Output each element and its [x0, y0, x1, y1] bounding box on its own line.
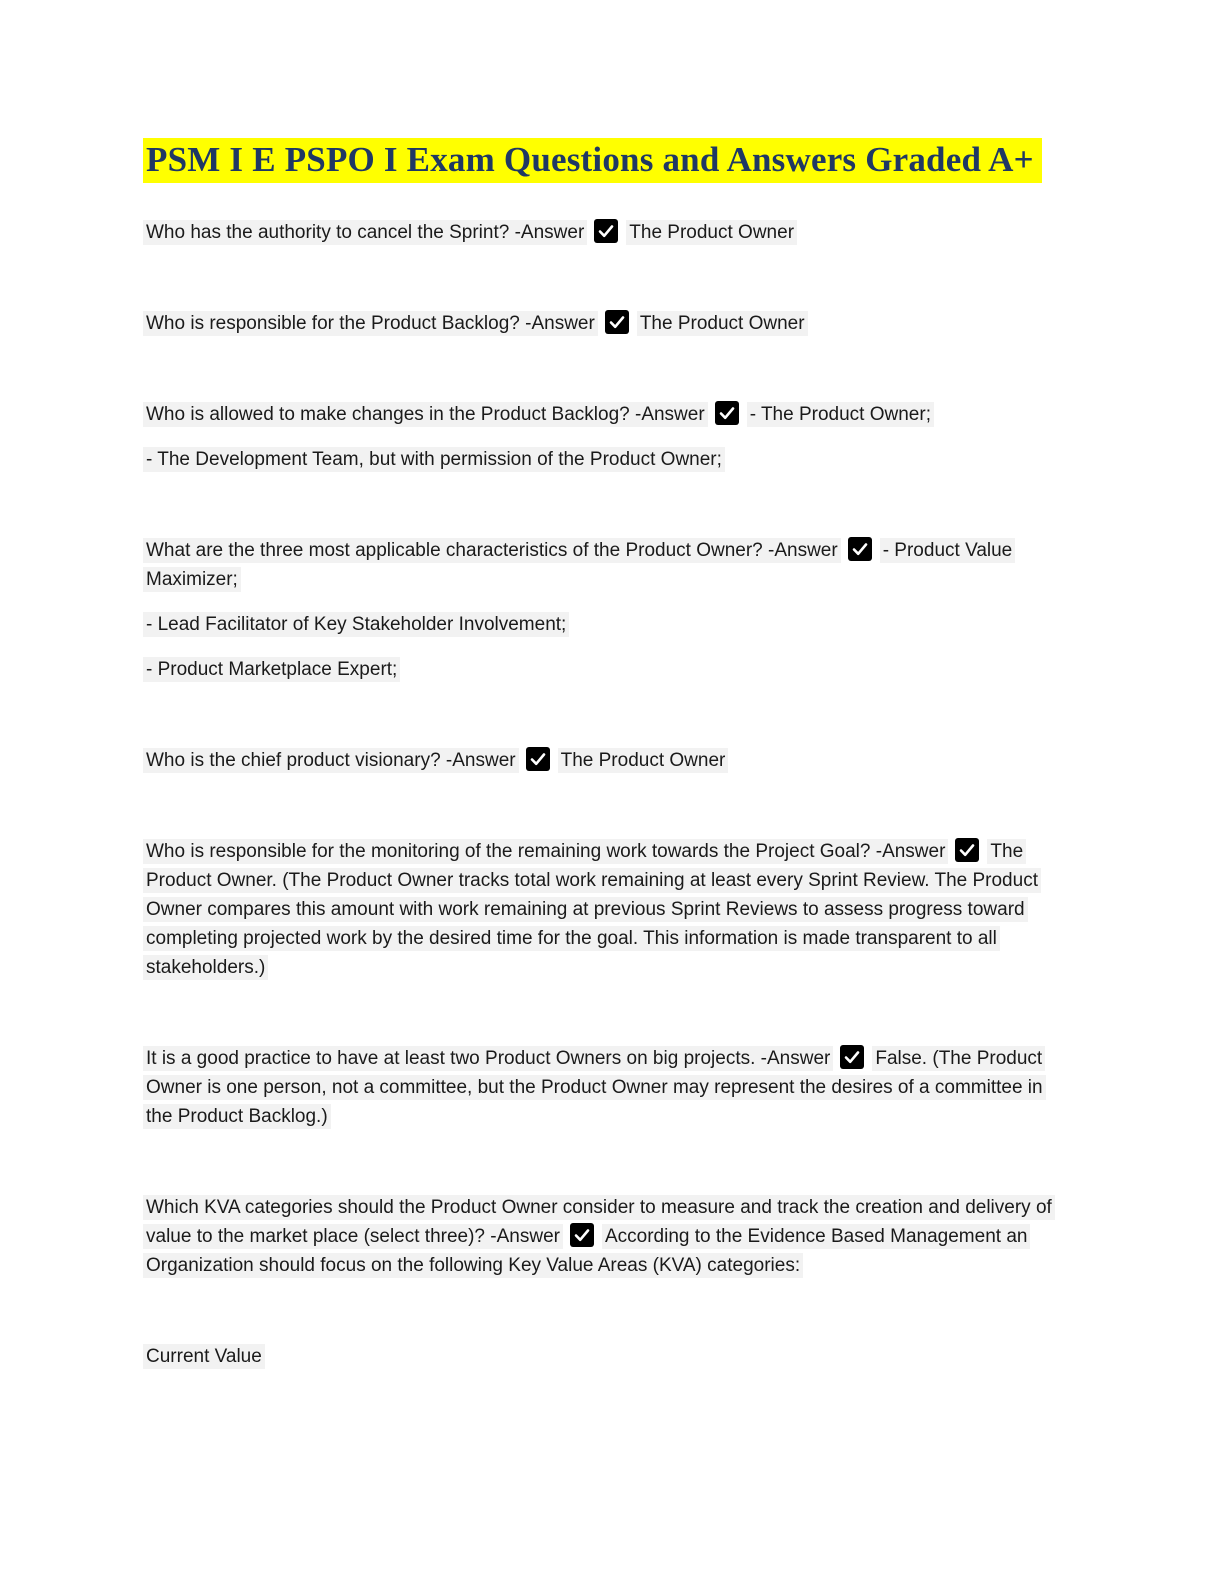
checkmark-icon [955, 838, 979, 862]
question-text: Who has the authority to cancel the Sprint? -Answer [143, 220, 587, 245]
qa-paragraph [143, 536, 1067, 594]
checkmark-icon [570, 1223, 594, 1247]
qa-block [143, 1193, 1067, 1280]
checkmark-icon [605, 310, 629, 334]
qa-paragraph [143, 1193, 1067, 1280]
checkmark-icon [840, 1045, 864, 1069]
answer-text: The Product Owner [558, 748, 729, 773]
question-text: It is a good practice to have at least two Product Owners on big projects. -Answer [143, 1046, 833, 1071]
qa-paragraph [143, 746, 1067, 775]
answer-text: - The Product Owner; [747, 402, 934, 427]
qa-block [143, 746, 1067, 775]
answer-line [143, 655, 1067, 684]
qa-block [143, 1342, 1067, 1371]
qa-block [143, 536, 1067, 684]
checkmark-icon [594, 219, 618, 243]
answer-text: The Product Owner. (The Product Owner tracks total work remaining at least every Sprint Review. The Product Owner compares this amount with work remaining at previous Sprint Reviews to assess progress toward completing projected work by the desired time for the goal. This information is made transparent to all stakeholders.) [143, 839, 1041, 980]
qa-paragraph [143, 400, 1067, 429]
question-text: Who is responsible for the Product Backlog? -Answer [143, 311, 598, 336]
question-text: Who is responsible for the monitoring of the remaining work towards the Project Goal? -Answer [143, 839, 948, 864]
qa-block [143, 1044, 1067, 1131]
qa-paragraph [143, 1342, 1067, 1371]
question-text: Which KVA categories should the Product Owner consider to measure and track the creation and delivery of value to the market place (select three)? -Answer [143, 1195, 1055, 1249]
answer-text: False. (The Product Owner is one person, not a committee, but the Product Owner may represent the desires of a committee in the Product Backlog.) [143, 1046, 1046, 1129]
answer-line-text: - The Development Team, but with permission of the Product Owner; [143, 447, 725, 472]
document-title-text: PSM I E PSPO I Exam Questions and Answers Graded A+ [143, 138, 1042, 183]
checkmark-icon [526, 747, 550, 771]
answer-line [143, 610, 1067, 639]
qa-paragraph [143, 309, 1067, 338]
answer-text: The Product Owner [637, 311, 808, 336]
document-title [143, 138, 1067, 182]
qa-block [143, 218, 1067, 247]
qa-block [143, 400, 1067, 474]
answer-line-text: - Lead Facilitator of Key Stakeholder Involvement; [143, 612, 569, 637]
answer-text: The Product Owner [626, 220, 797, 245]
question-text: What are the three most applicable characteristics of the Product Owner? -Answer [143, 538, 841, 563]
qa-paragraph [143, 1044, 1067, 1131]
answer-text: - Product Value Maximizer; [143, 538, 1015, 592]
qa-paragraph [143, 218, 1067, 247]
checkmark-icon [848, 537, 872, 561]
question-text: Who is the chief product visionary? -Answer [143, 748, 519, 773]
question-text: Who is allowed to make changes in the Product Backlog? -Answer [143, 402, 708, 427]
answer-text: According to the Evidence Based Management an Organization should focus on the following Key Value Areas (KVA) categories: [143, 1224, 1030, 1278]
checkmark-icon [715, 401, 739, 425]
qa-paragraph [143, 837, 1067, 982]
qa-block [143, 837, 1067, 982]
answer-line-text: - Product Marketplace Expert; [143, 657, 400, 682]
question-text: Current Value [143, 1344, 265, 1369]
qa-block [143, 309, 1067, 338]
answer-line [143, 445, 1067, 474]
